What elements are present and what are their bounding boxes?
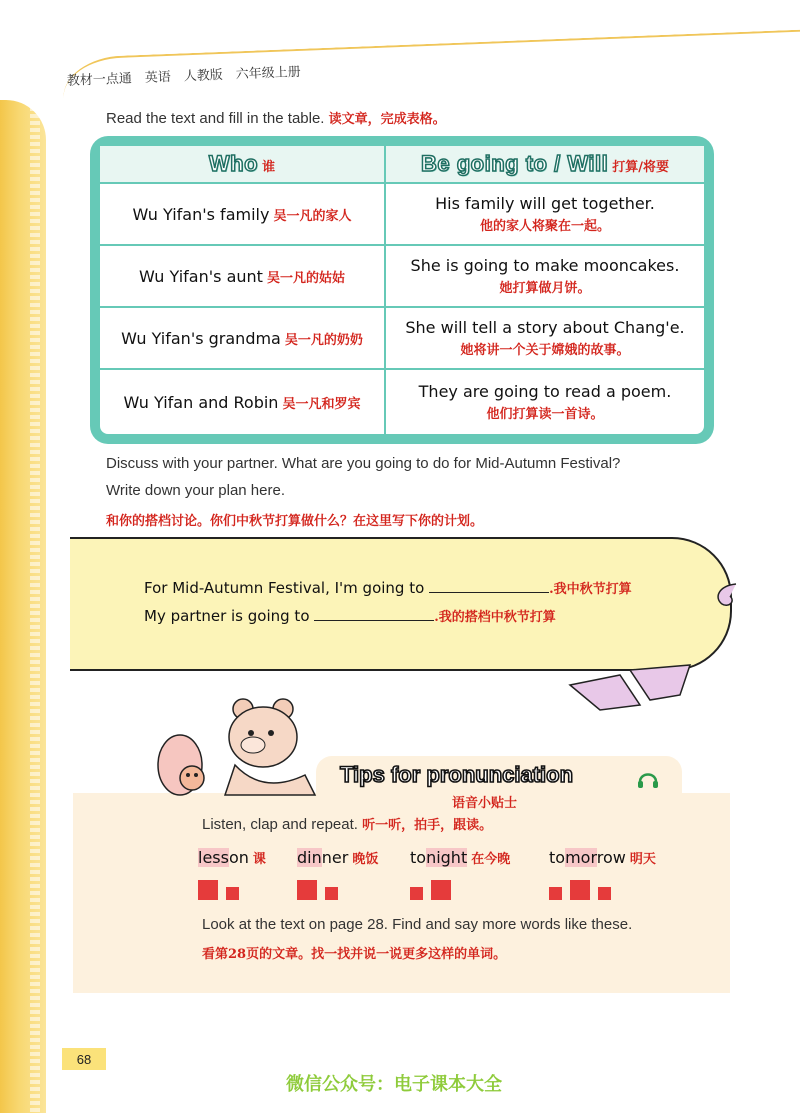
- tips-footer-cn: 看第28页的文章。找一找并说一说更多这样的单词。: [202, 947, 507, 962]
- tips-instruction-en: Listen, clap and repeat.: [202, 816, 358, 833]
- word-dinner: [297, 848, 378, 867]
- plan-header-cn: 打算/将要: [612, 160, 669, 175]
- squirrel-character-icon: [150, 720, 220, 800]
- plan-line-self-en: For Mid-Autumn Festival, I'm going to: [144, 579, 425, 597]
- banner-ribbon: [560, 655, 740, 715]
- table-row-answer: [386, 246, 704, 308]
- plan-line-self: [144, 578, 632, 597]
- word-lesson: [198, 848, 266, 867]
- activity2-line2: Write down your plan here.: [106, 482, 285, 499]
- stress-mark-small: [410, 887, 423, 900]
- plan-header-en: Be going to / Will: [421, 151, 609, 176]
- who-header-en: Who: [208, 151, 259, 176]
- answer-cn: 她将讲一个关于嫦娥的故事。: [460, 343, 630, 358]
- tips-footer-en: Look at the text on page 28. Find and say more words like these.: [202, 916, 633, 933]
- bear-character-icon: [215, 695, 325, 800]
- stress-mark-small: [549, 887, 562, 900]
- headphones-icon[interactable]: [636, 768, 660, 790]
- table-header-who: [100, 146, 386, 184]
- word-cn: 课: [252, 852, 266, 867]
- word-pre: to: [410, 848, 427, 867]
- who-en: Wu Yifan's grandma: [121, 328, 281, 348]
- table-header-plan: [386, 146, 704, 184]
- answer-table: [90, 136, 714, 444]
- plan-line-partner-en: My partner is going to: [144, 607, 310, 625]
- tips-title: Tips for pronunciation: [340, 762, 574, 787]
- table-row-who: [100, 246, 386, 308]
- plan-line-self-cn: .我中秋节打算: [549, 582, 632, 597]
- word-rest: ner: [321, 848, 349, 867]
- word-cn: 明天: [629, 852, 656, 867]
- answer-en: They are going to read a poem.: [418, 382, 672, 401]
- page-side-band: [0, 100, 46, 1113]
- plan-blank-partner[interactable]: [314, 606, 434, 621]
- activity1-instruction-cn: 读文章，完成表格。: [328, 112, 446, 127]
- stress-mark-small: [226, 887, 239, 900]
- who-cn: 吴一凡的姑姑: [266, 270, 345, 286]
- answer-en: She is going to make mooncakes.: [410, 256, 680, 275]
- tips-instruction: [202, 814, 492, 833]
- plan-blank-self[interactable]: [429, 578, 549, 593]
- word-pre: to: [549, 848, 566, 867]
- table-row-answer: [386, 308, 704, 370]
- stress-mark-big: [198, 880, 218, 900]
- answer-en: She will tell a story about Chang'e.: [405, 318, 685, 337]
- answer-en: His family will get together.: [435, 194, 655, 213]
- activity2-line1: Discuss with your partner. What are you going to do for Mid-Autumn Festival?: [106, 455, 621, 472]
- activity2-instruction-cn: 和你的搭档讨论。你们中秋节打算做什么？在这里写下你的计划。: [106, 514, 484, 529]
- who-en: Wu Yifan and Robin: [123, 392, 279, 412]
- who-cn: 吴一凡和罗宾: [282, 396, 361, 412]
- word-rest: row: [596, 848, 626, 867]
- word-rest: on: [228, 848, 249, 867]
- book-header: [62, 29, 800, 104]
- table-row-who: [100, 184, 386, 246]
- table-row-answer: [386, 370, 704, 434]
- word-cn: 晚饭: [352, 852, 379, 867]
- who-en: Wu Yifan's aunt: [139, 266, 263, 286]
- answer-cn: 他们打算读一首诗。: [486, 407, 604, 422]
- book-header-text: 教材一点通 英语 人教版 六年级上册: [66, 64, 302, 89]
- page-number: 68: [62, 1048, 106, 1070]
- word-stressed: mor: [565, 848, 597, 867]
- answer-cn: 她打算做月饼。: [499, 281, 591, 296]
- stress-mark-small: [325, 887, 338, 900]
- word-cn: 在今晚: [471, 852, 511, 867]
- who-en: Wu Yifan's family: [132, 204, 270, 224]
- word-stressed: night: [426, 848, 468, 867]
- answer-cn: 他的家人将聚在一起。: [479, 219, 610, 234]
- activity1-instruction: [106, 108, 446, 127]
- table-row-answer: [386, 184, 704, 246]
- watermark: 微信公众号：电子课本大全: [286, 1074, 502, 1095]
- stress-mark-big: [297, 880, 317, 900]
- who-cn: 吴一凡的奶奶: [284, 332, 363, 348]
- table-row-who: [100, 308, 386, 370]
- stress-mark-big: [570, 880, 590, 900]
- banner-scroll-curl: [708, 580, 738, 620]
- plan-line-partner-cn: .我的搭档中秋节打算: [434, 610, 556, 625]
- word-tonight: [410, 848, 510, 867]
- word-tomorrow: [549, 848, 656, 867]
- stress-mark-big: [431, 880, 451, 900]
- who-cn: 吴一凡的家人: [273, 208, 352, 224]
- activity1-instruction-en: Read the text and fill in the table.: [106, 110, 325, 127]
- who-header-cn: 谁: [262, 160, 276, 175]
- tips-subtitle: 语音小贴士: [452, 796, 518, 811]
- plan-line-partner: [144, 606, 556, 625]
- tips-instruction-cn: 听一听，拍手，跟读。: [362, 818, 493, 833]
- word-stressed: less: [198, 848, 229, 867]
- plan-banner: [70, 537, 732, 671]
- stress-mark-small: [598, 887, 611, 900]
- table-row-who: [100, 370, 386, 434]
- word-stressed: din: [297, 848, 322, 867]
